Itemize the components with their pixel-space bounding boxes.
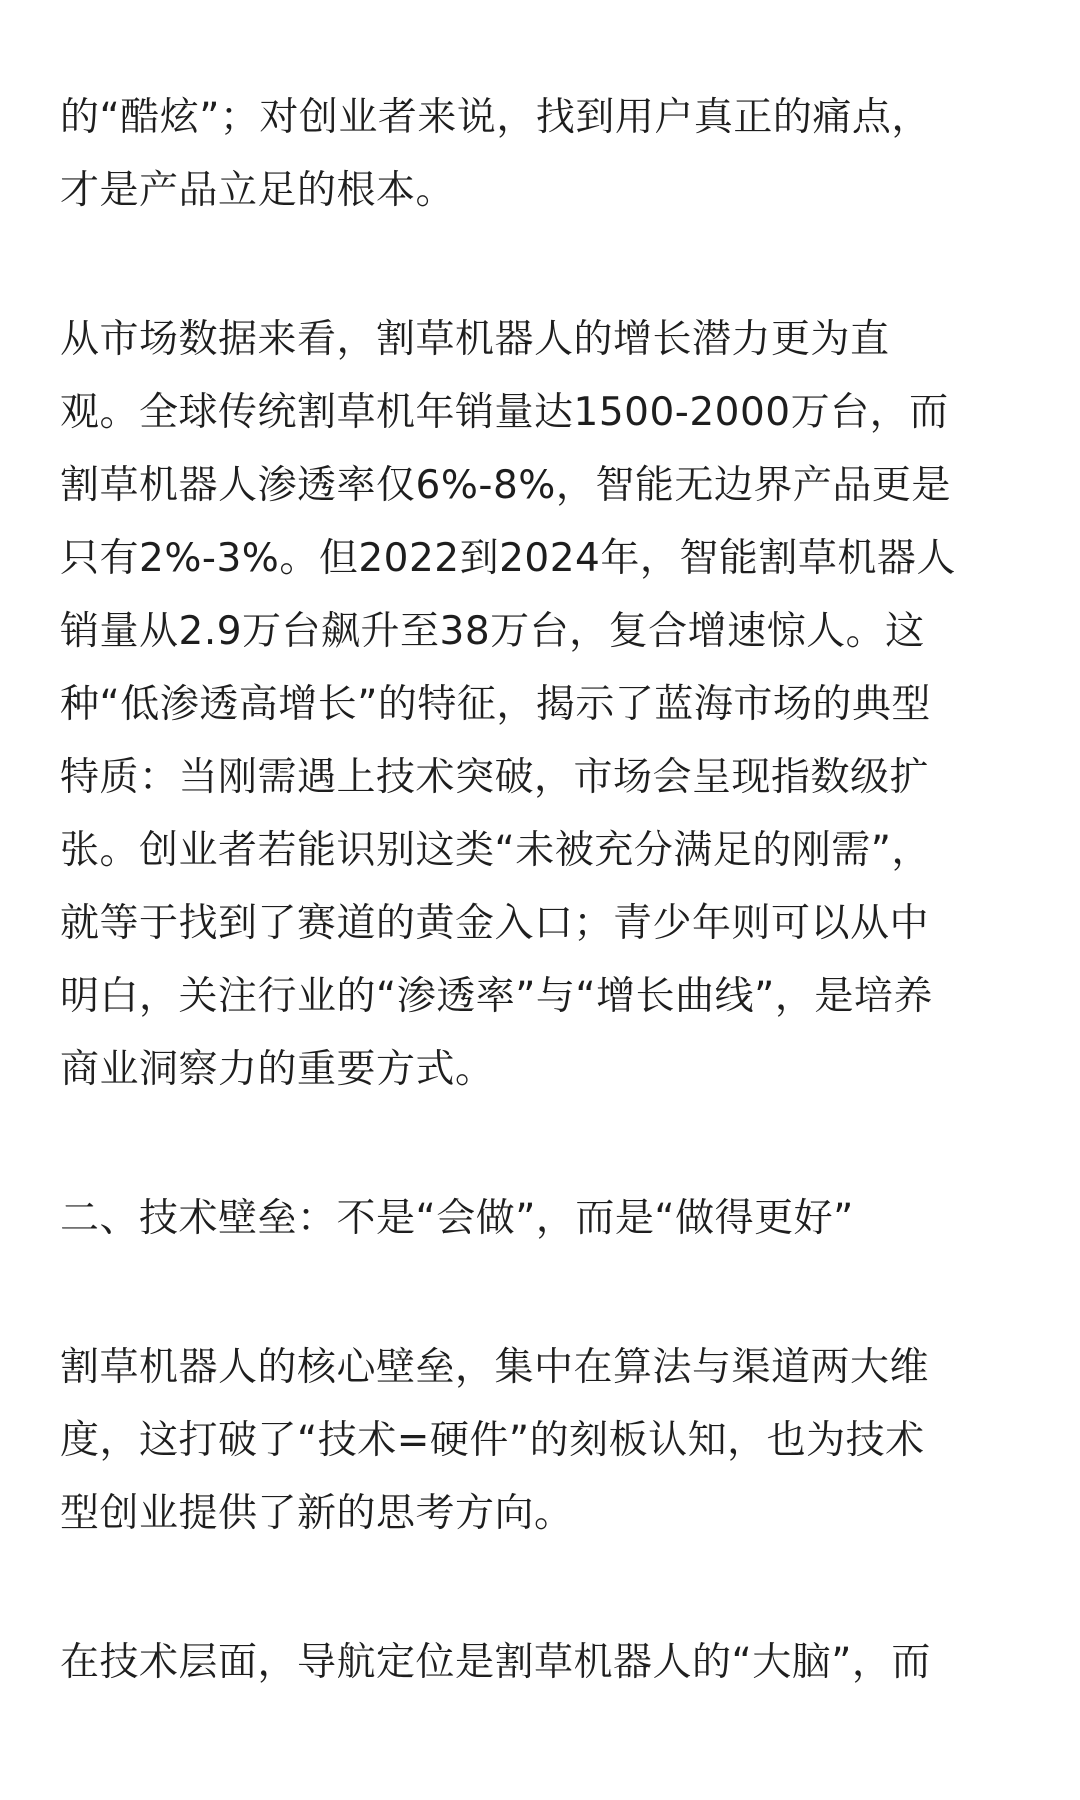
text-line: 种“低渗透高增长”的特征，揭示了蓝海市场的典型 — [60, 682, 931, 727]
paragraph-gap — [60, 1106, 1040, 1182]
text-line: 度，这打破了“技术=硬件”的刻板认知，也为技术 — [60, 1418, 925, 1463]
text-line: 观。全球传统割草机年销量达1500-2000万台，而 — [60, 390, 949, 435]
text-line: 就等于找到了赛道的黄金入口；青少年则可以从中 — [60, 901, 930, 946]
text-line: 割草机器人的核心壁垒，集中在算法与渠道两大维 — [60, 1345, 930, 1390]
text-line: 在技术层面，导航定位是割草机器人的“大脑”，而 — [60, 1640, 931, 1685]
text-line: 特质：当刚需遇上技术突破，市场会呈现指数级扩 — [60, 755, 930, 800]
section-heading — [60, 1182, 1040, 1255]
paragraph-market-data — [60, 303, 1040, 1106]
text-line: 张。创业者若能识别这类“未被充分满足的刚需”， — [60, 828, 931, 873]
text-line: 只有2%-3%。但2022到2024年，智能割草机器人 — [60, 536, 956, 581]
article-body — [60, 0, 1040, 1699]
paragraph-intro-ending — [60, 81, 1040, 227]
text-line: 割草机器人渗透率仅6%-8%，智能无边界产品更是 — [60, 463, 951, 508]
paragraph-gap — [60, 227, 1040, 303]
section-heading-text: 二、技术壁垒：不是“会做”，而是“做得更好” — [60, 1196, 854, 1241]
text-line: 明白，关注行业的“渗透率”与“增长曲线”，是培养 — [60, 974, 933, 1019]
text-line: 才是产品立足的根本。 — [60, 168, 456, 213]
paragraph-gap — [60, 1255, 1040, 1331]
paragraph-gap — [60, 1550, 1040, 1626]
text-line: 从市场数据来看，割草机器人的增长潜力更为直 — [60, 317, 890, 362]
text-line: 型创业提供了新的思考方向。 — [60, 1491, 574, 1536]
text-line: 销量从2.9万台飙升至38万台，复合增速惊人。这 — [60, 609, 925, 654]
text-line: 的“酷炫”；对创业者来说，找到用户真正的痛点， — [60, 95, 931, 140]
text-line: 商业洞察力的重要方式。 — [60, 1047, 495, 1092]
paragraph-barriers — [60, 1331, 1040, 1550]
paragraph-tech-layer — [60, 1626, 1040, 1699]
